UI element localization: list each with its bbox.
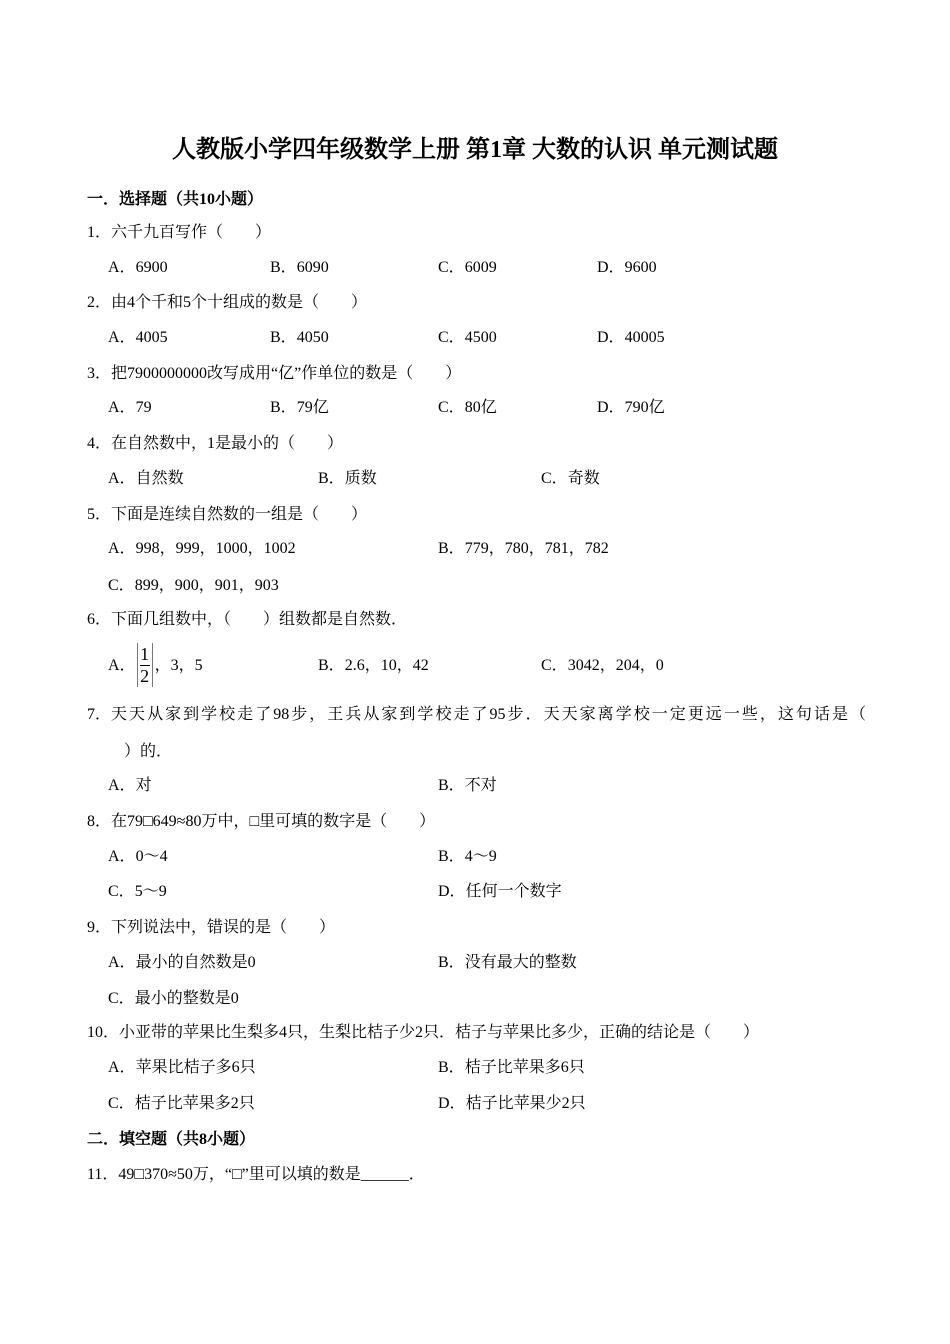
question-7-line: [87, 704, 866, 726]
question-1-option-b: [270, 257, 329, 279]
option-text: 998，999，1000，1002: [135, 540, 296, 557]
option-text: 自然数: [135, 470, 184, 487]
option-label: A．: [108, 259, 136, 276]
question-5-stem: 下面是连续自然数的一组是（ ）: [111, 506, 368, 523]
question-9-options-row-1: [0, 952, 950, 974]
option-label: B．: [270, 259, 297, 276]
question-1-option-a: [108, 257, 168, 279]
question-2-line: [87, 292, 367, 314]
question-4-number: 4．: [87, 435, 112, 452]
option-label: C．: [108, 577, 135, 594]
section-2-heading-row: [0, 1129, 950, 1151]
option-text: 79亿: [296, 399, 329, 416]
question-2-stem: 由4个千和5个十组成的数是（ ）: [111, 294, 368, 311]
option-text: 任何一个数字: [465, 883, 562, 900]
option-text: 0～4: [135, 848, 168, 865]
option-label: B．: [438, 848, 465, 865]
option-text: 6090: [296, 259, 329, 276]
section-2-heading: 二．填空题（共8小题）: [87, 1131, 256, 1148]
question-6-line: [87, 609, 407, 631]
option-label: D．: [597, 259, 625, 276]
question-2-option-d: [597, 327, 665, 349]
question-4-line: [87, 433, 343, 455]
option-label: D．: [597, 329, 625, 346]
question-7: [0, 704, 950, 726]
question-10-option-c: [108, 1093, 255, 1115]
option-text: 最小的自然数是0: [135, 954, 256, 971]
question-3-option-a: [108, 397, 152, 419]
option-label: C．: [108, 883, 135, 900]
question-10-options-row-2: [0, 1093, 950, 1115]
question-6-stem: 下面几组数中，（ ）组数都是自然数．: [111, 611, 408, 628]
question-11: [0, 1164, 950, 1186]
question-5: [0, 504, 950, 526]
question-1-option-c: [438, 257, 497, 279]
question-3-options: [0, 397, 950, 419]
option-label: A．: [108, 329, 136, 346]
question-7-continuation: [0, 741, 950, 763]
question-8-option-d: [438, 881, 562, 903]
question-4-option-c: [541, 468, 600, 490]
question-8-option-c: [108, 881, 167, 903]
question-11-stem: 49□370≈50万，“□”里可以填的数是______．: [118, 1166, 425, 1183]
question-8-stem: 在79□649≈80万中，□里可填的数字是（ ）: [111, 813, 436, 830]
option-text: 4005: [135, 329, 168, 346]
question-4-stem: 在自然数中，1是最小的（ ）: [111, 435, 344, 452]
option-text: 6900: [135, 259, 168, 276]
question-1-line: [87, 222, 271, 244]
question-5-line: [87, 504, 367, 526]
option-label: A．: [108, 470, 136, 487]
question-3-number: 3．: [87, 365, 112, 382]
question-10: [0, 1022, 950, 1044]
section-1-heading: 一．选择题（共10小题）: [87, 191, 264, 208]
question-9: [0, 917, 950, 939]
question-10-option-a: [108, 1057, 256, 1079]
question-8-options-row-2: [0, 881, 950, 903]
option-label: C．: [108, 1095, 135, 1112]
question-4-option-a: [108, 468, 184, 490]
option-label: D．: [597, 399, 625, 416]
option-label: A．: [108, 954, 136, 971]
option-text: 80亿: [464, 399, 497, 416]
fraction-box: [137, 643, 153, 687]
option-label: B．: [438, 954, 465, 971]
option-label: A．: [108, 399, 136, 416]
option-label: C．: [541, 657, 568, 674]
question-5-options-row-1: [0, 538, 950, 560]
question-3-option-d: [597, 397, 665, 419]
question-4-options: [0, 468, 950, 490]
option-text: 桔子比苹果多6只: [464, 1059, 585, 1076]
question-8: [0, 811, 950, 833]
question-10-line: [87, 1022, 759, 1044]
section-1-heading-row: [0, 189, 950, 211]
fraction-image: [136, 644, 155, 686]
question-11-line: [87, 1164, 425, 1186]
question-7-stem: 天天从家到学校走了98步，王兵从家到学校走了95步．天天家离学校一定更远一些，这句话是（: [111, 706, 867, 723]
option-text: 奇数: [567, 470, 600, 487]
option-label: B．: [438, 777, 465, 794]
question-7-options: [0, 775, 950, 797]
question-10-options-row-1: [0, 1057, 950, 1079]
option-text: 4050: [296, 329, 329, 346]
option-text: 桔子比苹果多2只: [134, 1095, 255, 1112]
question-8-line: [87, 811, 435, 833]
question-2-option-c: [438, 327, 497, 349]
fraction-denominator: 2: [140, 666, 150, 686]
question-2-option-a: [108, 327, 168, 349]
option-label: D．: [438, 883, 466, 900]
question-1: [0, 222, 950, 244]
option-text: 3042，204，0: [567, 657, 664, 674]
question-5-option-b: [438, 538, 609, 560]
option-text: 最小的整数是0: [134, 990, 239, 1007]
question-7-stem-continued: ）的．: [124, 743, 173, 760]
question-4-option-b: [318, 468, 377, 490]
question-2-number: 2．: [87, 294, 112, 311]
option-text: 40005: [624, 329, 665, 346]
question-8-option-b: [438, 846, 497, 868]
option-label: B．: [270, 329, 297, 346]
option-text: 没有最大的整数: [464, 954, 577, 971]
option-text: 779，780，781，782: [464, 540, 609, 557]
question-5-option-a: [108, 538, 296, 560]
question-5-options-row-2: [0, 575, 950, 597]
option-text: 2.6，10，42: [344, 657, 429, 674]
question-10-stem: 小亚带的苹果比生梨多4只，生梨比桔子少2只．桔子与苹果比多少，正确的结论是（ ）: [119, 1024, 760, 1041]
question-7-number: 7．: [87, 706, 112, 723]
question-6: [0, 609, 950, 631]
option-label: C．: [438, 259, 465, 276]
question-2-option-b: [270, 327, 329, 349]
question-7-option-a: [108, 775, 152, 797]
question-9-number: 9．: [87, 919, 112, 936]
option-text: 9600: [624, 259, 657, 276]
question-1-number: 1．: [87, 224, 112, 241]
option-label: A．: [108, 1059, 136, 1076]
option-text: 不对: [464, 777, 497, 794]
question-7-option-b: [438, 775, 497, 797]
question-2: [0, 292, 950, 314]
question-6-number: 6．: [87, 611, 112, 628]
option-label: D．: [438, 1095, 466, 1112]
question-8-number: 8．: [87, 813, 112, 830]
option-text: 4500: [464, 329, 497, 346]
question-10-option-b: [438, 1057, 585, 1079]
option-text: 790亿: [624, 399, 665, 416]
option-text: 苹果比桔子多6只: [135, 1059, 256, 1076]
question-3-line: [87, 363, 461, 385]
question-10-number: 10．: [87, 1024, 120, 1041]
question-3-stem: 把7900000000改写成用“亿”作单位的数是（ ）: [111, 365, 462, 382]
option-label: C．: [541, 470, 568, 487]
option-label: C．: [108, 990, 135, 1007]
option-text: 899，900，901，903: [134, 577, 279, 594]
question-5-option-c: [108, 575, 279, 597]
option-text: 桔子比苹果少2只: [465, 1095, 586, 1112]
option-text: 79: [135, 399, 152, 416]
option-label: B．: [438, 540, 465, 557]
question-3-option-b: [270, 397, 329, 419]
question-10-option-d: [438, 1093, 586, 1115]
question-11-number: 11．: [87, 1166, 119, 1183]
question-2-options: [0, 327, 950, 349]
question-4: [0, 433, 950, 455]
question-9-stem: 下列说法中，错误的是（ ）: [111, 919, 336, 936]
question-1-stem: 六千九百写作（ ）: [111, 224, 272, 241]
option-label: A．: [108, 540, 136, 557]
option-label: B．: [270, 399, 297, 416]
option-text: 5～9: [134, 883, 167, 900]
option-label: B．: [318, 657, 345, 674]
question-3: [0, 363, 950, 385]
question-6-option-a: [108, 644, 203, 686]
option-label: B．: [438, 1059, 465, 1076]
question-5-number: 5．: [87, 506, 112, 523]
option-text: 对: [135, 777, 152, 794]
question-6-options: [0, 644, 950, 686]
option-label: A．: [108, 848, 136, 865]
question-1-option-d: [597, 257, 657, 279]
question-8-options-row-1: [0, 846, 950, 868]
question-9-option-b: [438, 952, 577, 974]
question-1-options: [0, 257, 950, 279]
question-6-option-b: [318, 655, 429, 677]
question-9-options-row-2: [0, 988, 950, 1010]
option-label: C．: [438, 399, 465, 416]
option-label: A．: [108, 777, 136, 794]
question-8-option-a: [108, 846, 168, 868]
document-title: 人教版小学四年级数学上册 第1章 大数的认识 单元测试题: [172, 137, 778, 163]
fraction-numerator: 1: [140, 644, 150, 664]
option-label: C．: [438, 329, 465, 346]
option-text: ，3，5: [154, 657, 203, 674]
option-text: 质数: [344, 470, 377, 487]
option-text: 4～9: [464, 848, 497, 865]
option-text: 6009: [464, 259, 497, 276]
question-9-option-a: [108, 952, 256, 974]
option-label: B．: [318, 470, 345, 487]
question-9-option-c: [108, 988, 239, 1010]
question-6-option-c: [541, 655, 664, 677]
question-9-line: [87, 917, 335, 939]
option-label: A．: [108, 657, 136, 674]
question-3-option-c: [438, 397, 497, 419]
